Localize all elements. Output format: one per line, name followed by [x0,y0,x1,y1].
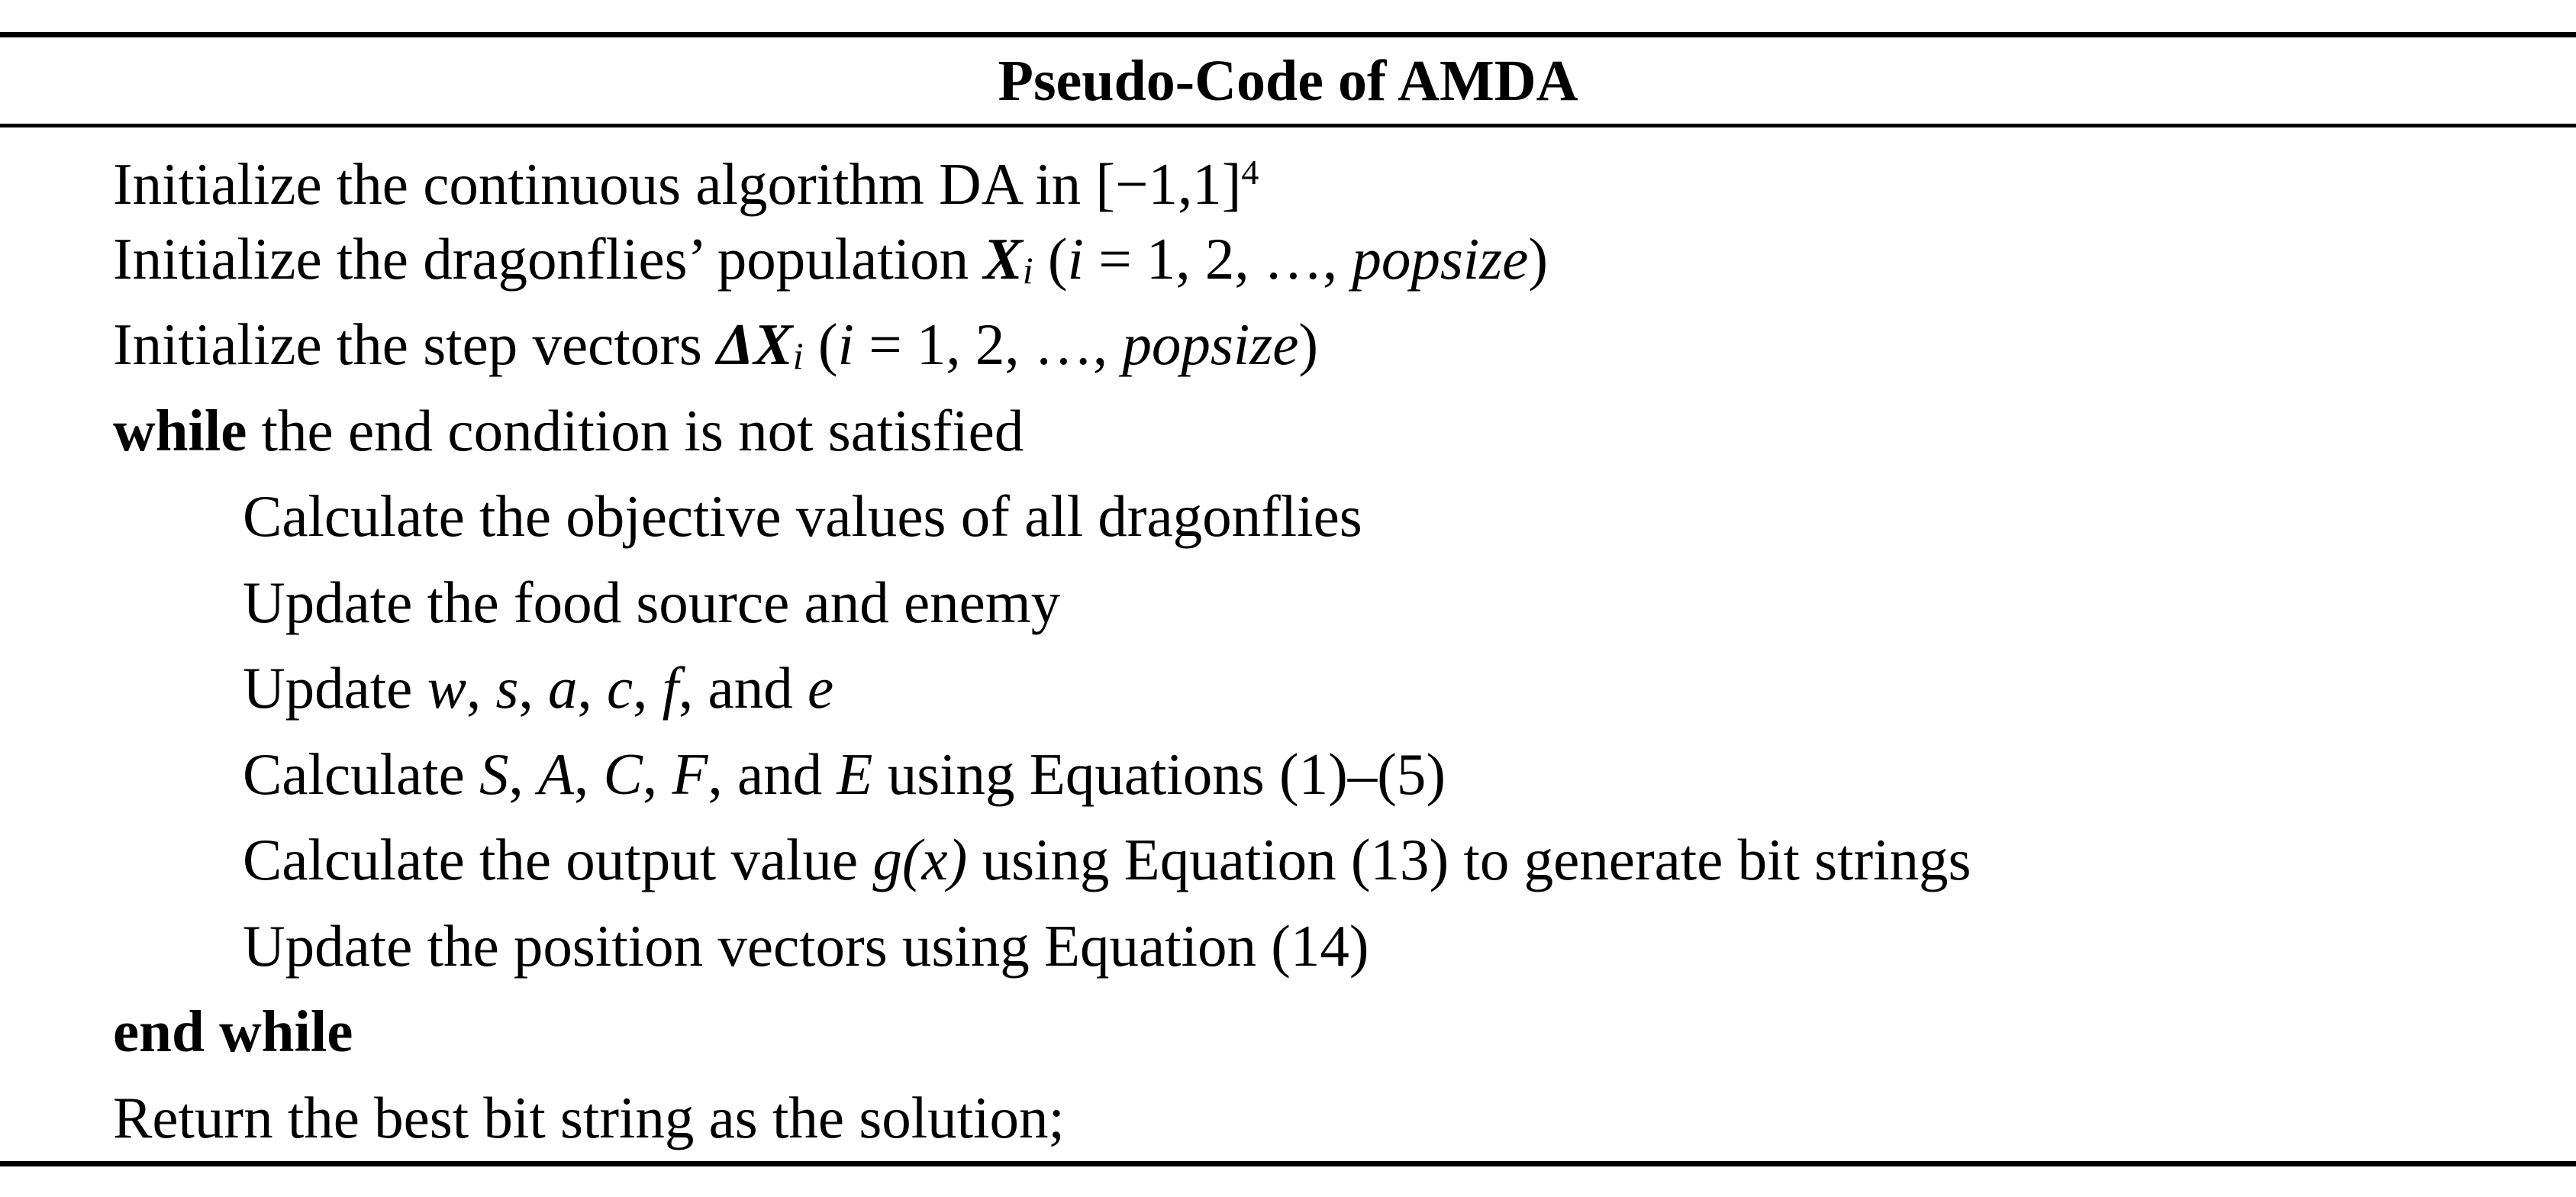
code-line-12: Return the best bit string as the solution; [113,1084,1065,1150]
code-line-11 [113,989,2540,1075]
code-line-10: Update the position vectors using Equation (14) [243,912,1369,979]
bottom-rule [0,1161,2576,1166]
pseudocode-body [113,130,2540,1160]
header-rule [0,124,2576,127]
code-line-7: Update w, s, a, c, f, and e [243,655,834,721]
end-while-keyword: end while [113,999,353,1064]
code-line-5: Calculate the objective values of all dragonflies [243,483,1362,549]
code-line-6: Update the food source and enemy [243,569,1061,635]
code-line-2: Initialize the dragonflies’ population Xi (i = 1, 2, …, popsize) [113,225,1549,292]
code-line-4: while the end condition is not satisfied [113,397,1024,463]
code-line-9: Calculate the output value g(x) using Equation (13) to generate bit strings [243,827,1971,892]
while-keyword: while [113,397,247,463]
top-rule [0,32,2576,37]
code-line-1: Initialize the continuous algorithm DA in $[-1,1]^4$ [113,151,1259,217]
code-line-8: Calculate S, A, C, F, and E using Equations (1)–(5) [243,740,1446,807]
code-line-3: Initialize the step vectors ΔXi (i = 1, 2, …, popsize) [113,311,1319,377]
table-header: Pseudo-Code of AMDA [998,49,1578,113]
